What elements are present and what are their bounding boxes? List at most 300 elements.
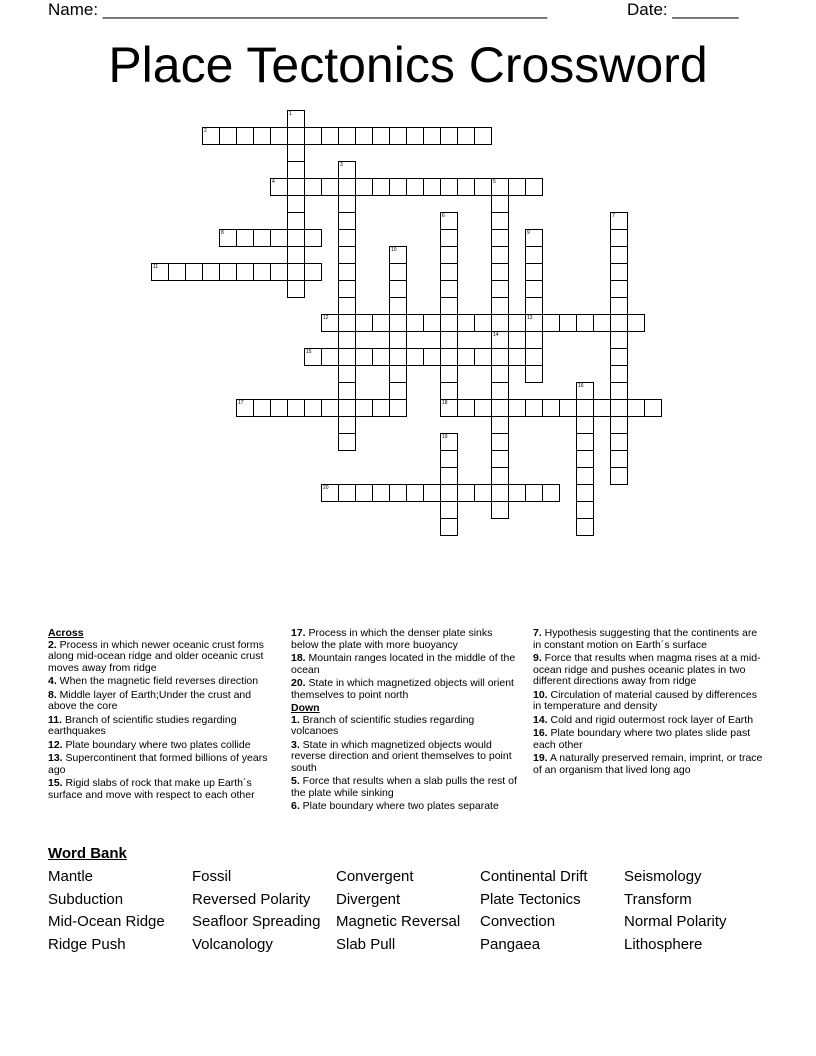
crossword-cell[interactable] (287, 161, 305, 179)
clue-number: 1 (289, 111, 292, 117)
clue-number: 10 (391, 247, 397, 253)
across-heading: Across (48, 627, 84, 639)
crossword-cell[interactable] (270, 263, 288, 281)
down-clue (533, 715, 765, 727)
crossword-cell[interactable] (559, 314, 577, 332)
crossword-cell[interactable] (474, 348, 492, 366)
crossword-cell[interactable] (610, 212, 628, 230)
crossword-cell[interactable] (389, 331, 407, 349)
crossword-cell[interactable] (610, 229, 628, 247)
crossword-cell[interactable] (355, 399, 373, 417)
crossword-cell[interactable] (287, 178, 305, 196)
crossword-cell[interactable] (491, 195, 509, 213)
crossword-cell[interactable] (457, 127, 475, 145)
down-heading: Down (291, 702, 320, 714)
clue-number-label: 7. (533, 627, 542, 639)
crossword-cell[interactable] (321, 348, 339, 366)
clue-number-label: 2. (48, 638, 57, 651)
crossword-cell[interactable] (474, 314, 492, 332)
crossword-cell[interactable] (321, 314, 339, 332)
crossword-cell[interactable] (423, 484, 441, 502)
crossword-cell[interactable] (338, 399, 356, 417)
clue-number: 15 (306, 349, 312, 355)
crossword-cell[interactable] (423, 314, 441, 332)
clue-number-label: 5. (291, 775, 300, 787)
crossword-cell[interactable] (372, 399, 390, 417)
crossword-cell[interactable] (287, 144, 305, 162)
across-clue (291, 653, 521, 676)
crossword-cell[interactable] (576, 416, 594, 434)
crossword-cell[interactable] (287, 127, 305, 145)
crossword-cell[interactable] (576, 450, 594, 468)
crossword-cell[interactable] (253, 127, 271, 145)
crossword-cell[interactable] (389, 314, 407, 332)
crossword-cell[interactable] (389, 178, 407, 196)
crossword-cell[interactable] (474, 178, 492, 196)
clue-number-label: 18. (291, 652, 306, 664)
word-bank-item: Seismology (624, 868, 702, 885)
word-bank-item: Subduction (48, 890, 124, 908)
crossword-cell[interactable] (610, 467, 628, 485)
crossword-cell[interactable] (287, 263, 305, 281)
clue-number: 6 (442, 213, 445, 219)
crossword-cell[interactable] (304, 399, 322, 417)
crossword-cell[interactable] (508, 314, 526, 332)
crossword-cell[interactable] (440, 127, 458, 145)
clue-number-label: 17. (291, 627, 306, 639)
clue-number-label: 14. (533, 713, 548, 726)
crossword-cell[interactable] (440, 382, 458, 400)
clue-number-label: 9. (533, 652, 542, 664)
crossword-cell[interactable] (457, 178, 475, 196)
crossword-cell[interactable] (321, 127, 339, 145)
crossword-cell[interactable] (440, 501, 458, 519)
clue-text: Hypothesis suggesting that the continents are in constant motion on Earth´s surface (533, 627, 758, 651)
crossword-cell[interactable] (491, 348, 509, 366)
down-clue (291, 776, 521, 799)
crossword-cell[interactable] (576, 314, 594, 332)
clue-number: 18 (442, 400, 448, 406)
crossword-cell[interactable] (372, 127, 390, 145)
crossword-cell[interactable] (338, 484, 356, 502)
crossword-cell[interactable] (270, 127, 288, 145)
crossword-cell[interactable] (491, 212, 509, 230)
crossword-cell[interactable] (338, 348, 356, 366)
crossword-cell[interactable] (491, 229, 509, 247)
clue-text: Force that results when a slab pulls the rest of the plate while sinking (291, 775, 517, 799)
across-clue (48, 740, 280, 752)
crossword-cell[interactable] (491, 297, 509, 315)
crossword-cell[interactable] (338, 433, 356, 451)
crossword-cell[interactable] (525, 314, 543, 332)
crossword-cell[interactable] (253, 229, 271, 247)
crossword-cell[interactable] (525, 246, 543, 264)
crossword-cell[interactable] (491, 450, 509, 468)
crossword-cell[interactable] (491, 280, 509, 298)
across-clue (48, 753, 280, 776)
clue-text: Cold and rigid outermost rock layer of Earth (547, 713, 754, 726)
crossword-cell[interactable] (423, 127, 441, 145)
crossword-cell[interactable] (491, 246, 509, 264)
crossword-cell[interactable] (440, 229, 458, 247)
crossword-cell[interactable] (304, 178, 322, 196)
crossword-cell[interactable] (321, 484, 339, 502)
across-clue (291, 628, 521, 651)
crossword-cell[interactable] (440, 467, 458, 485)
crossword-cell[interactable] (236, 399, 254, 417)
crossword-cell[interactable] (440, 399, 458, 417)
crossword-cell[interactable] (389, 382, 407, 400)
crossword-cell[interactable] (304, 229, 322, 247)
clue-number: 16 (578, 383, 584, 389)
word-bank-item: Lithosphere (624, 936, 703, 954)
clue-number: 11 (153, 264, 159, 270)
crossword-cell[interactable] (355, 178, 373, 196)
crossword-cell[interactable] (457, 399, 475, 417)
crossword-cell[interactable] (610, 297, 628, 315)
across-clue (291, 678, 521, 701)
crossword-cell[interactable] (287, 280, 305, 298)
crossword-cell[interactable] (491, 178, 509, 196)
crossword-cell[interactable] (440, 263, 458, 281)
crossword-cell[interactable] (372, 348, 390, 366)
down-clue (533, 753, 765, 776)
crossword-cell[interactable] (270, 229, 288, 247)
down-clue (291, 801, 521, 813)
crossword-cell[interactable] (338, 161, 356, 179)
word-bank-item: Volcanology (192, 936, 273, 954)
down-clue (533, 628, 765, 651)
crossword-cell[interactable] (406, 178, 424, 196)
crossword-cell[interactable] (610, 382, 628, 400)
word-bank (48, 866, 788, 957)
crossword-cell[interactable] (457, 314, 475, 332)
crossword-cell[interactable] (406, 348, 424, 366)
crossword-cell[interactable] (542, 399, 560, 417)
crossword-cell[interactable] (593, 399, 611, 417)
crossword-cell[interactable] (287, 110, 305, 128)
clue-number: 14 (493, 332, 499, 338)
clue-number: 5 (493, 179, 496, 185)
crossword-cell[interactable] (287, 399, 305, 417)
crossword-cell[interactable] (610, 365, 628, 383)
crossword-cell[interactable] (372, 484, 390, 502)
crossword-cell[interactable] (610, 331, 628, 349)
crossword-cell[interactable] (440, 178, 458, 196)
crossword-cell[interactable] (389, 280, 407, 298)
crossword-cell[interactable] (576, 399, 594, 417)
crossword-cell[interactable] (355, 314, 373, 332)
crossword-cell[interactable] (168, 263, 186, 281)
clues-column-3 (533, 628, 765, 778)
clue-number-label: 10. (533, 688, 548, 701)
crossword-cell[interactable] (338, 280, 356, 298)
clue-text: Process in which the denser plate sinks below the plate with more buoyancy (291, 627, 493, 651)
word-bank-item: Reversed Polarity (192, 890, 311, 908)
crossword-cell[interactable] (542, 484, 560, 502)
clue-number: 17 (238, 400, 244, 406)
crossword-cell[interactable] (610, 314, 628, 332)
crossword-cell[interactable] (236, 263, 254, 281)
crossword-cell[interactable] (542, 314, 560, 332)
across-clue (48, 690, 280, 713)
word-bank-item: Fossil (192, 868, 232, 885)
clue-number: 4 (272, 179, 275, 185)
crossword-cell[interactable] (610, 399, 628, 417)
crossword-cell[interactable] (440, 297, 458, 315)
crossword-cell[interactable] (525, 280, 543, 298)
crossword-cell[interactable] (491, 467, 509, 485)
clue-number-label: 4. (48, 675, 57, 687)
crossword-cell[interactable] (423, 178, 441, 196)
word-bank-item: Transform (624, 890, 692, 908)
crossword-cell[interactable] (491, 399, 509, 417)
clue-number: 2 (204, 128, 207, 134)
across-clue (48, 778, 280, 801)
crossword-cell[interactable] (219, 263, 237, 281)
crossword-cell[interactable] (576, 382, 594, 400)
clue-number-label: 19. (533, 752, 548, 764)
crossword-cell[interactable] (610, 246, 628, 264)
clue-text: When the magnetic field reverses direction (56, 675, 259, 687)
crossword-cell[interactable] (610, 263, 628, 281)
word-bank-item: Mantle (48, 868, 94, 885)
crossword-cell[interactable] (576, 433, 594, 451)
crossword-cell[interactable] (440, 331, 458, 349)
crossword-cell[interactable] (389, 246, 407, 264)
crossword-cell[interactable] (338, 297, 356, 315)
crossword-cell[interactable] (287, 212, 305, 230)
crossword-cell[interactable] (610, 280, 628, 298)
word-bank-item: Seafloor Spreading (192, 913, 321, 931)
crossword-cell[interactable] (440, 246, 458, 264)
across-clue (48, 715, 280, 738)
crossword-cell[interactable] (644, 399, 662, 417)
word-bank-item: Convergent (336, 868, 414, 885)
clue-text: Process in which newer oceanic crust forms along mid-ocean ridge and older oceanic crust moves away from ridge (48, 638, 264, 674)
clue-text: Force that results when magma rises at a mid-ocean ridge and pushes oceanic plates in two different directions away from ridge (533, 652, 761, 687)
crossword-cell[interactable] (202, 263, 220, 281)
crossword-cell[interactable] (525, 348, 543, 366)
crossword-cell[interactable] (440, 450, 458, 468)
crossword-cell[interactable] (389, 127, 407, 145)
crossword-cell[interactable] (338, 212, 356, 230)
word-bank-item: Divergent (336, 890, 401, 908)
clue-number: 19 (442, 434, 448, 440)
word-bank-title: Word Bank (48, 845, 127, 862)
crossword-cell[interactable] (610, 416, 628, 434)
clue-text: Supercontinent that formed billions of years ago (48, 752, 268, 776)
crossword-cell[interactable] (627, 399, 645, 417)
crossword-cell[interactable] (219, 127, 237, 145)
crossword-cell[interactable] (491, 382, 509, 400)
crossword-cell[interactable] (491, 484, 509, 502)
clue-text: Rigid slabs of rock that make up Earth´s surface and move with respect to each other (48, 777, 255, 801)
down-clue (533, 653, 765, 688)
crossword-cell[interactable] (304, 127, 322, 145)
crossword-cell[interactable] (474, 127, 492, 145)
crossword-cell[interactable] (576, 518, 594, 536)
clue-number: 9 (527, 230, 530, 236)
word-bank-item: Convection (480, 913, 556, 931)
crossword-cell[interactable] (627, 314, 645, 332)
crossword-cell[interactable] (593, 314, 611, 332)
crossword-cell[interactable] (338, 416, 356, 434)
crossword-cell[interactable] (508, 399, 526, 417)
crossword-cell[interactable] (610, 433, 628, 451)
crossword-cell[interactable] (389, 399, 407, 417)
page-title: Place Tectonics Crossword (108, 37, 708, 93)
clue-text: Branch of scientific studies regarding earthquakes (48, 713, 237, 737)
crossword-cell[interactable] (236, 127, 254, 145)
crossword-cell[interactable] (559, 399, 577, 417)
crossword-cell[interactable] (525, 484, 543, 502)
date-field-label: Date: _______ (627, 0, 739, 19)
crossword-cell[interactable] (185, 263, 203, 281)
clue-number-label: 3. (291, 738, 300, 751)
clue-text: Plate boundary where two plates separate (299, 800, 499, 812)
crossword-cell[interactable] (338, 246, 356, 264)
crossword-cell[interactable] (236, 229, 254, 247)
crossword-cell[interactable] (287, 246, 305, 264)
word-bank-item: Ridge Push (48, 936, 126, 954)
crossword-cell[interactable] (338, 178, 356, 196)
crossword-cell[interactable] (270, 178, 288, 196)
crossword-cell[interactable] (406, 314, 424, 332)
clue-number: 12 (323, 315, 329, 321)
crossword-cell[interactable] (321, 178, 339, 196)
across-clue (48, 676, 280, 688)
crossword-cell[interactable] (338, 127, 356, 145)
crossword-cell[interactable] (304, 263, 322, 281)
crossword-cell[interactable] (389, 348, 407, 366)
crossword-cell[interactable] (491, 331, 509, 349)
crossword-cell[interactable] (474, 484, 492, 502)
crossword-cell[interactable] (525, 399, 543, 417)
clue-number: 20 (323, 485, 329, 491)
crossword-cell[interactable] (440, 348, 458, 366)
crossword-cell[interactable] (491, 314, 509, 332)
clue-text: Branch of scientific studies regarding volcanoes (291, 713, 475, 737)
crossword-cell[interactable] (253, 263, 271, 281)
crossword-cell[interactable] (338, 195, 356, 213)
crossword-cell[interactable] (576, 501, 594, 519)
clue-text: Middle layer of Earth;Under the crust and above the core (48, 688, 252, 712)
crossword-cell[interactable] (525, 331, 543, 349)
crossword-cell[interactable] (525, 365, 543, 383)
clue-number: 8 (221, 230, 224, 236)
clue-text: State in which magnetized objects will orient themselves to point north (291, 677, 514, 701)
crossword-cell[interactable] (389, 263, 407, 281)
crossword-cell[interactable] (491, 416, 509, 434)
clue-text: Plate boundary where two plates slide past each other (533, 727, 751, 751)
crossword-cell[interactable] (338, 382, 356, 400)
crossword-cell[interactable] (287, 229, 305, 247)
crossword-cell[interactable] (338, 314, 356, 332)
clue-text: A naturally preserved remain, imprint, or trace of an organism that lived long ago (533, 752, 763, 776)
crossword-cell[interactable] (508, 178, 526, 196)
clue-number-label: 20. (291, 677, 306, 689)
crossword-cell[interactable] (355, 484, 373, 502)
crossword-cell[interactable] (355, 348, 373, 366)
crossword-cell[interactable] (440, 433, 458, 451)
crossword-cell[interactable] (525, 229, 543, 247)
crossword-cell[interactable] (457, 348, 475, 366)
crossword-cell[interactable] (457, 484, 475, 502)
crossword-cell[interactable] (491, 433, 509, 451)
crossword-cell[interactable] (389, 484, 407, 502)
crossword-cell[interactable] (440, 212, 458, 230)
word-bank-item: Normal Polarity (624, 913, 727, 931)
clues-column-1 (48, 628, 280, 803)
crossword-cell[interactable] (151, 263, 169, 281)
down-clue (533, 728, 765, 751)
crossword-cell[interactable] (355, 127, 373, 145)
clue-number-label: 13. (48, 752, 63, 764)
crossword-cell[interactable] (440, 365, 458, 383)
crossword-cell[interactable] (338, 229, 356, 247)
crossword-cell[interactable] (219, 229, 237, 247)
crossword-cell[interactable] (491, 263, 509, 281)
word-bank-item: Magnetic Reversal (336, 913, 461, 931)
crossword-cell[interactable] (610, 450, 628, 468)
crossword-cell[interactable] (474, 399, 492, 417)
crossword-cell[interactable] (610, 348, 628, 366)
clue-number: 3 (340, 162, 343, 168)
crossword-cell[interactable] (270, 399, 288, 417)
crossword-cell[interactable] (372, 178, 390, 196)
crossword-cell[interactable] (372, 314, 390, 332)
clue-number: 7 (612, 213, 615, 219)
crossword-cell[interactable] (338, 263, 356, 281)
crossword-cell[interactable] (287, 195, 305, 213)
crossword-cell[interactable] (389, 297, 407, 315)
crossword-cell[interactable] (406, 484, 424, 502)
clue-text: State in which magnetized objects would reverse direction and orient themselves to point south (291, 738, 512, 774)
crossword-cell[interactable] (253, 399, 271, 417)
crossword-cell[interactable] (576, 467, 594, 485)
crossword-cell[interactable] (491, 501, 509, 519)
down-clue (291, 740, 521, 775)
crossword-cell[interactable] (321, 399, 339, 417)
crossword-cell[interactable] (508, 484, 526, 502)
crossword-cell[interactable] (304, 348, 322, 366)
crossword-cell[interactable] (338, 331, 356, 349)
crossword-cell[interactable] (525, 178, 543, 196)
clue-number: 13 (527, 315, 533, 321)
crossword-cell[interactable] (440, 484, 458, 502)
word-bank-item: Continental Drift (480, 868, 588, 885)
clue-text: Plate boundary where two plates collide (62, 738, 251, 751)
clues-column-2 (291, 628, 521, 815)
crossword-cell[interactable] (525, 263, 543, 281)
crossword-cell[interactable] (406, 127, 424, 145)
clue-text: Circulation of material caused by differences in temperature and density (533, 688, 757, 712)
crossword-cell[interactable] (423, 348, 441, 366)
crossword-cell[interactable] (440, 314, 458, 332)
word-bank-item: Plate Tectonics (480, 890, 581, 908)
crossword-cell[interactable] (440, 280, 458, 298)
crossword-cell[interactable] (525, 297, 543, 315)
crossword-cell[interactable] (202, 127, 220, 145)
clue-number-label: 1. (291, 713, 300, 726)
crossword-cell[interactable] (491, 365, 509, 383)
crossword-cell[interactable] (508, 348, 526, 366)
crossword-cell[interactable] (440, 518, 458, 536)
crossword-cell[interactable] (389, 365, 407, 383)
crossword-cell[interactable] (338, 365, 356, 383)
crossword-cell[interactable] (576, 484, 594, 502)
